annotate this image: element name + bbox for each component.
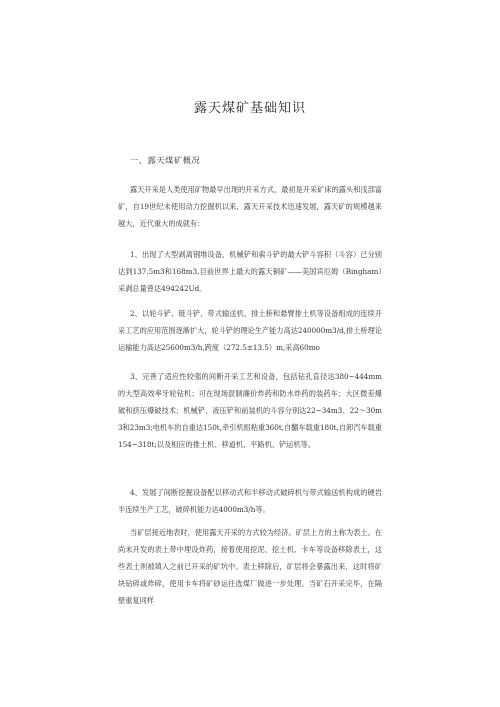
paragraph-2-block xyxy=(118,305,382,356)
paragraph-4-block xyxy=(118,484,382,518)
paragraph-intro: 露天开采是人类使用矿物最早出现的开采方式，最初是开采矿床的露头和浅部富矿，自19世纪末使用动力挖掘机以来，露天开采技术迅速发展，露天矿的规模越来越大，近代重大的成就有： xyxy=(118,185,382,228)
paragraph-intro-block xyxy=(118,181,382,232)
document-title: 露天煤矿基础知识 xyxy=(193,101,306,116)
paragraph-closing-block xyxy=(118,524,382,609)
paragraph-closing: 当矿层接近地表时，使用露天开采的方式较为经济。矿层上方的土称为表土。在尚未开发的表土带中埋设炸药，接着使用挖泥、挖土机、卡车等设备移除表土，这些表土则被填入之前已开采的矿坑中。表土移除后，矿层将会暴露出来，这时将矿块钻碎或炸碎，使用卡车将矿砂运往选煤厂做进一步处理。当矿石开采完毕，在隔壁重复同样 xyxy=(118,528,382,605)
paragraph-3-block xyxy=(118,368,382,453)
section-heading: 一、露天煤矿概况 xyxy=(130,155,201,165)
paragraph-item-4: 4、发展了间断挖掘设备配以移动式和半移动式破碎机与带式输送机构成的硬岩半连续生产工艺，破碎机能力达4000m3/h等。 xyxy=(118,488,382,514)
paragraph-1-block xyxy=(118,246,382,297)
paragraph-item-1: 1、出现了大型剥离钢堆设备，机械铲和索斗铲的最大铲斗容积（斗容）已分别达到137.5m3和168m3,目前世界上最大的露天铜矿——美国宾厄姆（Bingham）采剥总量曾达494242Ud。 xyxy=(118,250,382,293)
paragraph-item-3: 3、完善了适应性较强的间断开采工艺和设备，包括钻孔直径达380~444mm的大型高效率牙轮钻机；可在现场混制廉价炸药和防水炸药的装药车；大区微差爆破和挤压爆破技术；机械铲、液压铲和前装机的斗容分别达22~34m3、22～30m3和23m3;电机车的自重达150t,牵引机组粘重360t,自翻车载重180t,自卸汽车载重154~318t;以及相应的推土机、移道机、平路机、铲运机等。 xyxy=(118,372,382,449)
paragraph-item-2: 2、以轮斗铲、链斗铲、带式输送机、排土桥和悬臂排土机等设备组成的连续开采工艺的应用范围逐渐扩大，轮斗铲的理论生产能力高达240000m3/d,排土桥理论运输能力高达25600m3/h,跨度（272.5±13.5）m,采高60mo xyxy=(118,309,382,352)
